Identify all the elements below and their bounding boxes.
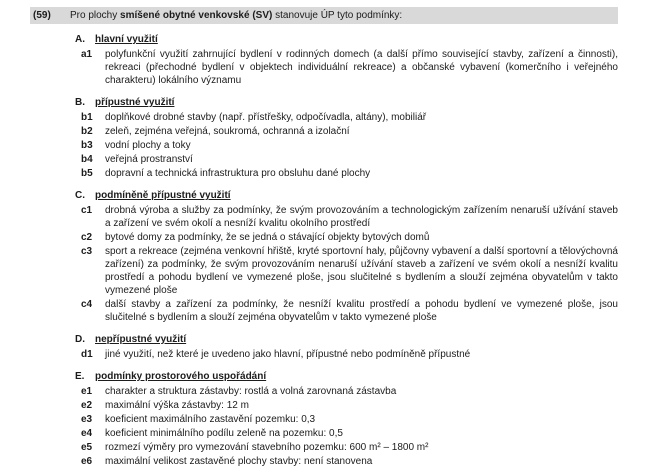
list-item bbox=[70, 399, 618, 412]
section-title: nepřípustné využití bbox=[95, 334, 187, 345]
section-letter: C. bbox=[75, 190, 85, 201]
section-title: hlavní využití bbox=[95, 34, 158, 45]
item-label: e4 bbox=[81, 428, 93, 439]
section-nepripustne-vyuziti bbox=[70, 333, 618, 361]
list-item bbox=[70, 153, 618, 166]
list-item bbox=[70, 245, 618, 297]
item-text: doplňkové drobné stavby (např. přístřešky, odpočívadla, altány), mobiliář bbox=[105, 112, 427, 123]
list-item bbox=[70, 413, 618, 426]
section-hlavni-vyuziti bbox=[70, 33, 618, 87]
item-label: b4 bbox=[81, 154, 93, 165]
item-label: a1 bbox=[81, 49, 93, 60]
item-label: e2 bbox=[81, 400, 93, 411]
item-label: c4 bbox=[81, 299, 93, 310]
item-text: sport a rekreace (zejména venkovní hřiště, kryté sportovní haly, půjčovny vybavení a další sportovní a tělovýchovná zařízení) za podmínky, že svým provozováním nenaruší užívání staveb a zařízení ve svém okolí a nesníží kvalitu prostředí a pohodu bydlení ve vymezené ploše, jsou slučitelné s bydlením a slouží zejména obyvatelům v takto vymezené ploše bbox=[105, 246, 618, 296]
section-items bbox=[70, 204, 618, 324]
list-item bbox=[70, 427, 618, 440]
clause-body bbox=[30, 33, 618, 468]
item-label: b1 bbox=[81, 112, 93, 123]
section-title: přípustné využití bbox=[95, 97, 175, 108]
item-label: e1 bbox=[81, 386, 93, 397]
section-heading bbox=[70, 96, 618, 109]
list-item bbox=[70, 441, 618, 454]
item-label: b3 bbox=[81, 140, 93, 151]
intro-prefix: Pro plochy bbox=[70, 10, 121, 21]
section-letter: B. bbox=[75, 97, 85, 108]
section-heading bbox=[70, 33, 618, 46]
item-text: dopravní a technická infrastruktura pro obsluhu dané plochy bbox=[105, 168, 371, 179]
list-item bbox=[70, 455, 618, 468]
item-text: vodní plochy a toky bbox=[105, 140, 191, 151]
section-letter: D. bbox=[75, 334, 85, 345]
item-text: maximální velikost zastavěné plochy stavby: není stanovena bbox=[105, 456, 373, 467]
paragraph-number: (59) bbox=[33, 10, 51, 21]
item-text: polyfunkční využití zahrnující bydlení v rodinných domech (a další přímo související stavby, zařízení a činnosti), rekreaci (přechodné bydlení v objektech individuální rekreace) a občanské vybavení (komerčního i veřejného charakteru) lokálního významu bbox=[105, 49, 618, 86]
item-label: b5 bbox=[81, 168, 93, 179]
list-item bbox=[70, 167, 618, 180]
list-item bbox=[70, 139, 618, 152]
item-label: d1 bbox=[81, 349, 93, 360]
clause-intro bbox=[70, 9, 615, 22]
list-item bbox=[70, 231, 618, 244]
item-text: maximální výška zástavby: 12 m bbox=[105, 400, 249, 411]
item-text: rozmezí výměry pro vymezování stavebního pozemku: 600 m² – 1800 m² bbox=[105, 442, 429, 453]
item-text: koeficient maximálního zastavění pozemku: 0,3 bbox=[105, 414, 316, 425]
item-text: další stavby a zařízení za podmínky, že nesníží kvalitu prostředí a pohodu bydlení ve vymezené ploše, jsou slučitelné s bydlením a slouží zejména obyvatelům v takto vymezené ploše bbox=[105, 299, 618, 323]
item-label: e5 bbox=[81, 442, 93, 453]
section-heading bbox=[70, 189, 618, 202]
section-podminky-prostoroveho-usporadani bbox=[70, 370, 618, 468]
item-label: b2 bbox=[81, 126, 93, 137]
item-label: e6 bbox=[81, 456, 93, 467]
item-label: e3 bbox=[81, 414, 93, 425]
list-item bbox=[70, 348, 618, 361]
item-text: zeleň, zejména veřejná, soukromá, ochranná a izolační bbox=[105, 126, 350, 137]
section-items bbox=[70, 348, 618, 361]
list-item bbox=[70, 111, 618, 124]
list-item bbox=[70, 204, 618, 230]
list-item bbox=[70, 298, 618, 324]
list-item bbox=[70, 125, 618, 138]
item-label: c2 bbox=[81, 232, 93, 243]
section-heading bbox=[70, 370, 618, 383]
section-heading bbox=[70, 333, 618, 346]
item-text: charakter a struktura zástavby: rostlá a volná zarovnaná zástavba bbox=[105, 386, 397, 397]
intro-bold-term: smíšené obytné venkovské (SV) bbox=[120, 10, 273, 21]
list-item bbox=[70, 385, 618, 398]
section-items bbox=[70, 111, 618, 180]
item-text: veřejná prostranství bbox=[105, 154, 193, 165]
section-letter: A. bbox=[75, 34, 85, 45]
list-item bbox=[70, 48, 618, 87]
section-items bbox=[70, 385, 618, 468]
item-label: c1 bbox=[81, 205, 93, 216]
item-label: c3 bbox=[81, 246, 93, 257]
section-pripustne-vyuziti bbox=[70, 96, 618, 180]
section-podminene-pripustne-vyuziti bbox=[70, 189, 618, 324]
section-title: podmíněně přípustné využití bbox=[95, 190, 231, 201]
section-letter: E. bbox=[75, 371, 85, 382]
section-title: podmínky prostorového uspořádání bbox=[95, 371, 267, 382]
item-text: drobná výroba a služby za podmínky, že svým provozováním a technologickým zařízením nenaruší užívání staveb a zařízení ve svém okolí a nesníží kvalitu okolního prostředí bbox=[105, 205, 618, 229]
section-items bbox=[70, 48, 618, 87]
item-text: jiné využití, než které je uvedeno jako hlavní, přípustné nebo podmíněně přípustné bbox=[105, 349, 471, 360]
item-text: bytové domy za podmínky, že se jedná o stávající objekty bytových domů bbox=[105, 232, 430, 243]
clause-header bbox=[30, 7, 618, 24]
item-text: koeficient minimálního podílu zeleně na pozemku: 0,5 bbox=[105, 428, 343, 439]
intro-suffix: stanovuje ÚP tyto podmínky: bbox=[272, 10, 403, 21]
